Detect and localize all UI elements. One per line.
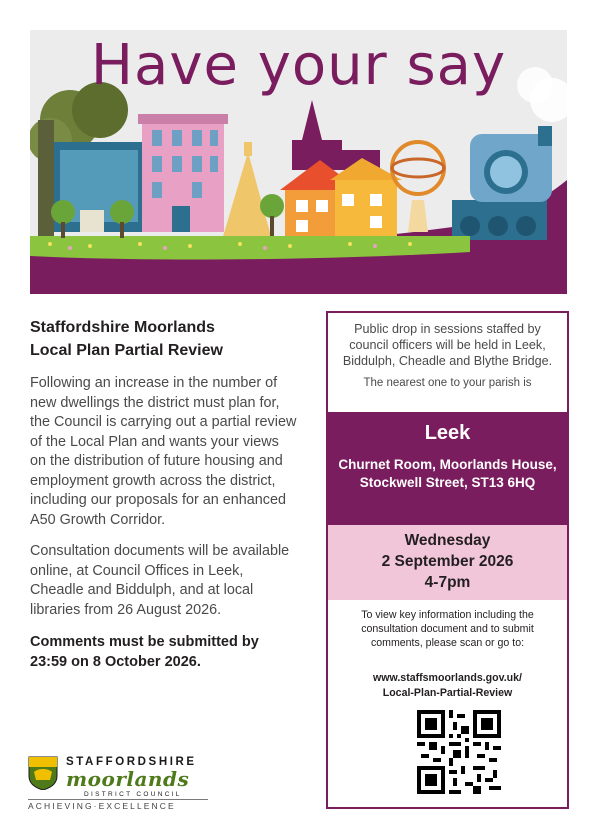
intro-paragraph: Following an increase in the number of new dwellings the district must plan for, the Council is carrying out a partial review of the Local Plan and wants your views on the distribution of future housing and employment growth across the district, including our proposals for an enhanced A50 Growth Corridor. (30, 375, 297, 528)
info-text: To view key information including the consultation document and to submit comments, please scan or go to: (361, 609, 534, 649)
sessions-intro: Public drop in sessions staffed by council officers will be held in Leek, Biddulph, Cheadle and Blythe Bridge. (342, 322, 553, 368)
date-box (328, 525, 567, 600)
logo-divider (28, 799, 208, 800)
armillary-sphere (392, 142, 444, 194)
logo-line-1: STAFFORDSHIRE (66, 756, 197, 768)
venue-town: Leek (424, 422, 471, 444)
availability-paragraph: Consultation documents will be available online, at Council Offices in Leek, Cheadle and Biddulph, and at local libraries from 26 August 2026. (30, 543, 290, 618)
venue-address: Churnet Room, Moorlands House, Stockwell Street, ST13 6HQ (338, 457, 557, 490)
session-day: Wednesday (404, 532, 491, 549)
session-date: 2 September 2026 (381, 553, 514, 570)
venue-box (328, 412, 567, 525)
hero-title: Have your say (90, 33, 507, 98)
logo-line-2: moorlands (66, 767, 190, 791)
sphere-pedestal (408, 200, 428, 232)
title-line-2: Local Plan Partial Review (30, 342, 223, 359)
council-logo (28, 756, 218, 812)
consultation-link[interactable] (328, 671, 567, 701)
nearest-label: The nearest one to your parish is (363, 377, 532, 389)
church-tower (38, 120, 54, 250)
logo-line-3: DISTRICT COUNCIL (84, 791, 182, 798)
deadline-text: Comments must be submitted by 23:59 on 8 October 2026. (30, 634, 259, 670)
yellow-house (335, 180, 397, 238)
logo-tagline: ACHIEVING·EXCELLENCE (28, 801, 176, 811)
session-time: 4-7pm (424, 574, 471, 591)
crest-icon (28, 756, 58, 790)
title-line-1: Staffordshire Moorlands (30, 319, 215, 336)
qr-code-icon[interactable] (417, 710, 501, 794)
page-title (30, 316, 298, 362)
intro-column (30, 316, 298, 684)
cone-tower (222, 152, 272, 240)
hero-illustration (30, 30, 567, 294)
sessions-panel (326, 311, 569, 809)
url-line-1[interactable]: www.staffsmoorlands.gov.uk/ (373, 672, 522, 684)
url-line-2[interactable]: Local-Plan-Partial-Review (382, 687, 513, 699)
